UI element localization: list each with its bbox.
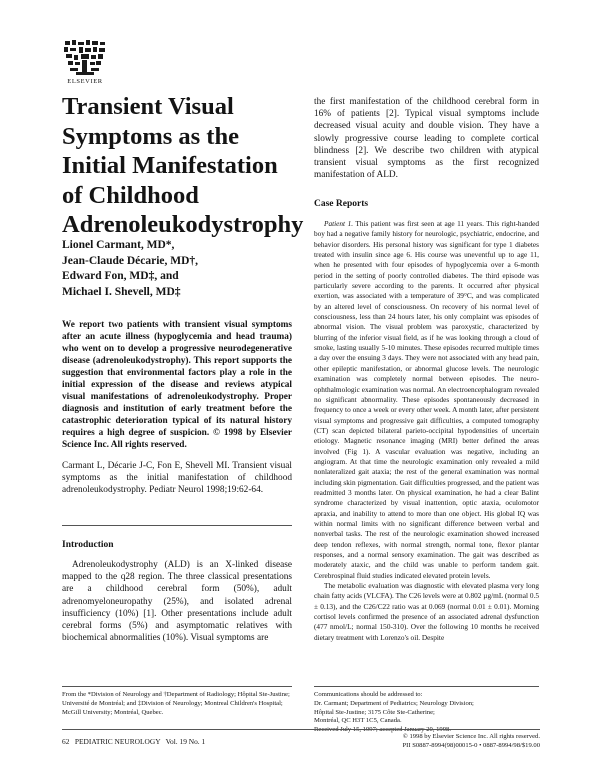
pii-line: PII S0887-8994(98)00015-0 • 0887-8994/98/$19.00 bbox=[402, 741, 540, 749]
footnote-divider bbox=[62, 686, 292, 687]
title-line: Symptoms as the bbox=[62, 122, 239, 150]
title-line: of Childhood bbox=[62, 181, 199, 209]
case-paragraph bbox=[314, 219, 539, 581]
patient-label: Patient 1. bbox=[324, 219, 354, 228]
elsevier-tree-logo bbox=[62, 38, 108, 76]
case-reports-heading: Case Reports bbox=[314, 199, 369, 209]
author-line: Lionel Carmant, MD*, bbox=[62, 239, 175, 251]
affiliation-footnote: From the *Division of Neurology and †Department of Radiology; Hôpital Ste-Justine; Université de Montréal; and ‡Division of Neurology; Montreal Children's Hospital; McGill University; Montréal, Quebec. bbox=[62, 691, 290, 716]
author-line: Edward Fon, MD‡, and bbox=[62, 270, 179, 282]
article-title bbox=[62, 92, 302, 240]
introduction-body: Adrenoleukodystrophy (ALD) is an X-linked disease mapped to the q28 region. The three classical presentations are a childhood cerebral form (50%), adult adrenomyeloneuropathy (25%), and isolated adrenal insufficiency (10%) [1]. Other presentations include adult cerebral forms (5%) and asymptomatic relatives with biochemical abnormalities (10%). Visual symptoms are bbox=[62, 560, 292, 644]
correspondence-line: Received July 15, 1997; accepted January 20, 1998. bbox=[314, 726, 451, 734]
introduction-continued: the first manifestation of the childhood cerebral form in 16% of patients [2]. Typical visual symptoms include decreased visual acuity and double vision. They have a slowly progressive course leading to complete cortical blindness [2]. We describe two children with atypical transient visual symptoms as the first recognized manifestation of ALD. bbox=[314, 97, 539, 181]
title-line: Initial Manifestation bbox=[62, 152, 278, 179]
page-footer-journal: 62 PEDIATRIC NEUROLOGY Vol. 19 No. 1 bbox=[62, 737, 206, 746]
author-line: Jean-Claude Décarie, MD†, bbox=[62, 254, 199, 267]
correspondence-line: Montréal, QC H3T 1C5, Canada. bbox=[314, 717, 402, 725]
case-paragraph: The metabolic evaluation was diagnostic with elevated plasma very long chain fatty acids (VLCFA). The C26 levels were at 0.802 µg/mL (normal 0.5 ± 0.13), and the C26/C22 ratio was at 0.069 (normal 0.01 ± 0.01). Morning cortisol levels confirmed the presence of an associated adrenal dysfunction (477 nmol/L; normal 150-310). Over the following 10 months he received dietary treatment with Lorenzo's oil. Despite bbox=[314, 581, 539, 642]
copyright-line: © 1998 by Elsevier Science Inc. All rights reserved. bbox=[402, 733, 540, 740]
introduction-heading: Introduction bbox=[62, 540, 114, 550]
case-reports-body bbox=[314, 219, 539, 643]
page-footer-copyright bbox=[372, 733, 540, 750]
correspondence-line: Dr. Carmant; Department of Pediatrics; Neurology Division; bbox=[314, 699, 474, 707]
publisher-logo-text: ELSEVIER bbox=[67, 78, 103, 85]
author-line: Michael I. Shevell, MD‡ bbox=[62, 285, 181, 298]
page-footer-divider bbox=[62, 729, 540, 730]
title-line: Transient Visual bbox=[62, 93, 234, 120]
section-divider bbox=[62, 525, 292, 526]
case-paragraph-text: This patient was first seen at age 11 years. This right-handed boy had a negative family history for neurologic, psychiatric, endocrine, and behavior disorders. His personal history was significant for type 1 diabetes treated with insulin since age 6. His course was uneventful up to age 11, when he presented with four episodes of hypoglycemia over a 6-month period in the setting of poorly controlled diabetes. The third episode was particularly severe according to the parents. It occurred after physical exertion, was associated with a temperature of 39°C, and was complicated by an altered level of consciousness. On recovery of his normal level of consciousness, less than 24 hours later, his only complaint was episodes of abnormal vision. The visual problem was paroxystic, characterized by blurring of the inferior visual field, as if he was looking through a cloud of smoke, lasting usually 5-10 minutes. These episodes recurred multiple times a day over the ensuing 3 days. They were not associated with any head pain, other epileptic manifestation, or abnormal glucose levels. The neurologic examination was completely normal between episodes. The neuro-ophthalmologic examination was normal. An electroencephalogram revealed no significant abnormality. These episodes spontaneously decreased in frequency to once a week or every other week. A month later, after persistent visual symptoms and progressive gait difficulties, a computed tomography (CT) scan depicted bilateral parieto-occipital hypodensities of uncertain etiology. Magnetic resonance imaging (MRI) better defined the areas involved (Fig 1). A vascular evaluation was negative, including an angiogram. At that time the neurologic examination only revealed a mild nonlateralized gait ataxia; the rest of the general examination was normal including skin pigmentation. Gait difficulties progressed, and the patient was readmitted 3 months later. On physical examination, he had a clear Balint syndrome characterized by visual inattention, optic ataxia, oculomotor apraxia, and inability to attend to more than one object. His global IQ was within normal limits with no significant difference between verbal and nonverbal tasks. The rest of the neurologic examination showed increased deep tendon reflexes, with normal strength, normal tone, flexor plantar responses, and a normal sensory examination. The gait was described as moderately ataxic, and the child was unable to perform tandem gait. Cerebrospinal fluid studies indicated elevated protein levels. bbox=[314, 219, 540, 580]
correspondence-line: Hôpital Ste-Justine; 3175 Côte Ste-Catherine; bbox=[314, 708, 435, 716]
abstract: We report two patients with transient visual symptoms after an acute illness (hypoglycemia and head trauma) who went on to develop a progressive neurodegenerative disease (adrenoleukodystrophy). This report supports the suggestion that environmental factors play a role in the initial expression of the disease and reviews atypical visual manifestations of adrenoleukodystrophy. Proper diagnosis and institution of early treatment before the catastrophic deterioration typical of its natural history requires a high degree of suspicion. © 1998 by Elsevier Science Inc. All rights reserved. bbox=[62, 320, 292, 450]
footnote-divider bbox=[314, 686, 539, 687]
correspondence-line: Communications should be addressed to: bbox=[314, 691, 423, 698]
author-list bbox=[62, 238, 292, 300]
citation: Carmant L, Décarie J-C, Fon E, Shevell MI. Transient visual symptoms as the initial manifestation of childhood adrenoleukodystrophy. Pediatr Neurol 1998;19:62-64. bbox=[62, 461, 292, 496]
title-line: Adrenoleukodystrophy bbox=[62, 211, 304, 238]
